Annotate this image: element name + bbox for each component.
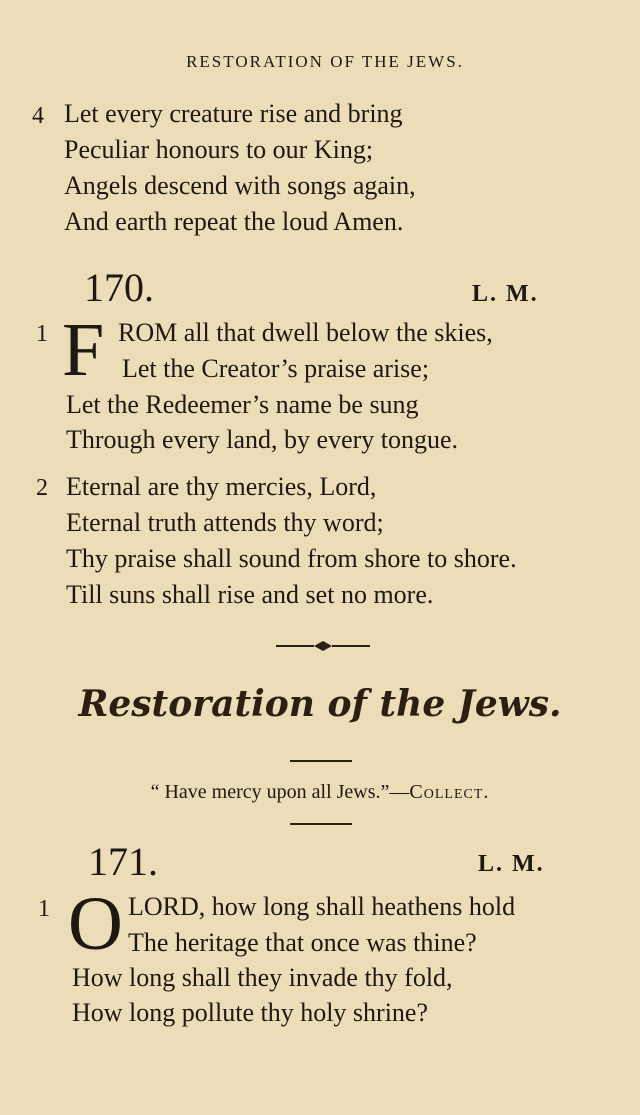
drop-cap: F (62, 308, 105, 392)
epigraph-source: Collect. (409, 781, 490, 803)
verse-line: Let every creature rise and bring (64, 99, 403, 128)
running-head: RESTORATION OF THE JEWS. (186, 52, 464, 71)
drop-cap: O (68, 882, 123, 966)
verse-number: 1 (38, 896, 50, 922)
divider-rule (290, 823, 352, 825)
verse-line: Till suns shall rise and set no more. (66, 580, 434, 609)
verse-number: 2 (36, 475, 48, 501)
verse-line: Let the Redeemer’s name be sung (66, 390, 419, 419)
hymn-meter: L. M. (478, 851, 545, 877)
hymn-number: 171. (88, 839, 158, 884)
verse-line: And earth repeat the loud Amen. (64, 207, 404, 236)
verse-number: 4 (32, 103, 44, 129)
hymn-number: 170. (84, 265, 154, 310)
verse-line: LORD, how long shall heathens hold (128, 892, 516, 921)
verse-line: How long pollute thy holy shrine? (72, 998, 429, 1027)
hymn-meter: L. M. (472, 281, 539, 307)
verse-line: Angels descend with songs again, (64, 171, 416, 200)
verse-line: How long shall they invade thy fold, (72, 963, 453, 992)
verse-line: Through every land, by every tongue. (66, 425, 459, 454)
epigraph (0, 782, 640, 802)
verse-line: Eternal are thy mercies, Lord, (66, 472, 377, 501)
section-title: Restoration of the Jews. (78, 683, 562, 725)
verse-number: 1 (36, 321, 48, 347)
verse-line: The heritage that once was thine? (128, 928, 477, 957)
verse-line: Let the Creator’s praise arise; (122, 354, 430, 383)
ornament-divider (276, 638, 370, 654)
verse-line: Thy praise shall sound from shore to shore. (66, 544, 517, 573)
verse-line: Peculiar honours to our King; (64, 135, 374, 164)
divider-rule (290, 760, 352, 762)
verse-line: Eternal truth attends thy word; (66, 508, 384, 537)
epigraph-quote: “ Have mercy upon all Jews.”— (150, 781, 410, 803)
verse-line: ROM all that dwell below the skies, (118, 318, 493, 347)
